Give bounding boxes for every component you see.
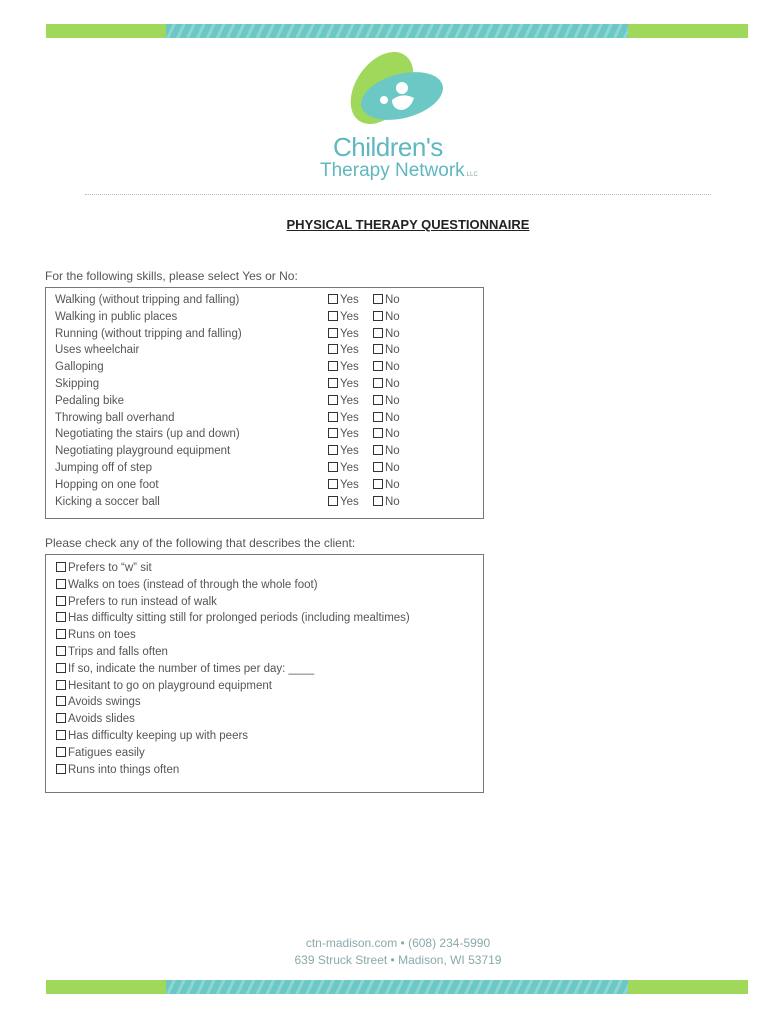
checkbox-icon[interactable] [56, 562, 66, 572]
checkbox-icon[interactable] [328, 395, 338, 405]
no-label: No [385, 411, 400, 424]
checklist-label: Fatigues easily [68, 746, 145, 759]
checkbox-icon[interactable] [56, 764, 66, 774]
checklist-label: Prefers to run instead of walk [68, 595, 217, 608]
no-option[interactable] [373, 344, 400, 356]
checkbox-icon[interactable] [373, 344, 383, 354]
no-option[interactable] [373, 412, 400, 424]
skill-label: Negotiating the stairs (up and down) [55, 428, 240, 441]
checkbox-icon[interactable] [328, 378, 338, 388]
checklist-label: Prefers to “w” sit [68, 562, 152, 574]
top-stripe [46, 24, 748, 38]
dotted-divider [85, 194, 711, 195]
skill-row [55, 328, 475, 345]
no-option[interactable] [373, 378, 400, 390]
checkbox-icon[interactable] [56, 596, 66, 606]
skill-row [55, 395, 475, 412]
checkbox-icon[interactable] [328, 462, 338, 472]
checklist-item[interactable] [56, 730, 248, 742]
yes-label: Yes [340, 428, 359, 441]
checklist-item[interactable] [56, 612, 410, 624]
checkbox-icon[interactable] [56, 612, 66, 622]
checklist-item[interactable] [56, 696, 141, 708]
skill-row [55, 496, 475, 513]
checkbox-icon[interactable] [328, 344, 338, 354]
checks-intro: Please check any of the following that describes the client: [45, 536, 356, 550]
yes-option[interactable] [328, 412, 359, 424]
checklist-item[interactable] [56, 629, 136, 641]
footer-address: 639 Struck Street • Madison, WI 53719 [294, 953, 502, 967]
checkbox-icon[interactable] [373, 428, 383, 438]
skill-row [55, 462, 475, 479]
no-label: No [385, 294, 400, 306]
checkbox-icon[interactable] [373, 445, 383, 455]
yes-label: Yes [340, 344, 359, 357]
skill-label: Kicking a soccer ball [55, 495, 160, 508]
checklist-label: Walks on toes (instead of through the whole foot) [68, 578, 318, 591]
skill-row [55, 311, 475, 328]
no-label: No [385, 327, 400, 340]
yes-option[interactable] [328, 445, 359, 457]
no-label: No [385, 344, 400, 357]
yes-label: Yes [340, 445, 359, 458]
page-title: PHYSICAL THERAPY QUESTIONNAIRE [286, 217, 530, 232]
skill-label: Walking (without tripping and falling) [55, 294, 240, 306]
yes-label: Yes [340, 294, 359, 306]
brand-name-line2: Therapy Network LLC [320, 160, 478, 181]
checkbox-icon[interactable] [328, 479, 338, 489]
checkbox-icon[interactable] [373, 361, 383, 371]
yes-option[interactable] [328, 344, 359, 356]
checkbox-icon[interactable] [56, 680, 66, 690]
skill-row [55, 428, 475, 445]
no-option[interactable] [373, 496, 400, 508]
checkbox-icon[interactable] [56, 696, 66, 706]
no-label: No [385, 462, 400, 474]
checkbox-icon[interactable] [56, 629, 66, 639]
no-label: No [385, 361, 400, 374]
checklist-label: Hesitant to go on playground equipment [68, 679, 272, 692]
yes-label: Yes [340, 310, 359, 323]
no-label: No [385, 378, 400, 390]
skill-row [55, 445, 475, 462]
footer-contact: ctn-madison.com • (608) 234-5990 [305, 936, 491, 950]
yes-option[interactable] [328, 361, 359, 373]
checklist-item[interactable] [56, 562, 152, 574]
yes-label: Yes [340, 378, 359, 390]
no-label: No [385, 445, 400, 458]
checkbox-icon[interactable] [328, 361, 338, 371]
checklist-label: Trips and falls often [68, 646, 168, 658]
checklist-label: Avoids slides [68, 713, 135, 726]
checklist-item[interactable] [56, 663, 314, 675]
checklist-label: If so, indicate the number of times per day: ____ [68, 662, 315, 675]
skill-label: Negotiating playground equipment [55, 445, 231, 458]
checklist-label: Runs on toes [68, 629, 136, 642]
skill-label: Uses wheelchair [55, 344, 140, 357]
checklist-item[interactable] [56, 713, 135, 725]
skills-intro: For the following skills, please select Yes or No: [45, 269, 298, 283]
yes-label: Yes [340, 495, 359, 508]
brand-name-line1: Children's [333, 132, 443, 162]
checkbox-icon[interactable] [373, 378, 383, 388]
skill-label: Jumping off of step [55, 462, 152, 474]
skill-label: Running (without tripping and falling) [55, 327, 242, 340]
skill-label: Throwing ball overhand [55, 411, 175, 424]
yes-label: Yes [340, 361, 359, 374]
yes-option[interactable] [328, 311, 359, 323]
checkbox-icon[interactable] [328, 428, 338, 438]
skill-label: Walking in public places [55, 310, 178, 323]
skill-label: Skipping [55, 378, 100, 390]
checkbox-icon[interactable] [328, 294, 338, 304]
checklist-label: Runs into things often [68, 763, 180, 776]
yes-label: Yes [340, 327, 359, 340]
yes-option[interactable] [328, 462, 359, 474]
no-label: No [385, 495, 400, 508]
checkbox-icon[interactable] [328, 328, 338, 338]
no-label: No [385, 394, 400, 407]
checkbox-icon[interactable] [56, 747, 66, 757]
yes-option[interactable] [328, 479, 359, 491]
checklist-label: Has difficulty keeping up with peers [68, 730, 249, 742]
checklist-item[interactable] [56, 680, 272, 692]
checkbox-icon[interactable] [373, 496, 383, 506]
yes-label: Yes [340, 478, 359, 491]
no-option[interactable] [373, 311, 400, 323]
checklist-item[interactable] [56, 646, 168, 658]
skill-row [55, 344, 475, 361]
checkbox-icon[interactable] [328, 496, 338, 506]
checkbox-icon[interactable] [373, 294, 383, 304]
skill-label: Galloping [55, 361, 104, 374]
bottom-stripe [46, 980, 748, 994]
checkbox-icon[interactable] [56, 579, 66, 589]
yes-option[interactable] [328, 395, 359, 407]
no-option[interactable] [373, 294, 400, 306]
yes-option[interactable] [328, 378, 359, 390]
checklist-item[interactable] [56, 764, 179, 776]
no-option[interactable] [373, 445, 400, 457]
no-label: No [385, 428, 400, 441]
no-option[interactable] [373, 328, 400, 340]
checkbox-icon[interactable] [373, 462, 383, 472]
checklist-item[interactable] [56, 747, 145, 759]
skill-row [55, 294, 475, 311]
no-option[interactable] [373, 361, 400, 373]
skill-label: Pedaling bike [55, 394, 125, 407]
skill-row [55, 378, 475, 395]
checkbox-icon[interactable] [328, 311, 338, 321]
checkbox-icon[interactable] [373, 395, 383, 405]
checkbox-icon[interactable] [56, 730, 66, 740]
checks-box [45, 554, 484, 793]
checkbox-icon[interactable] [373, 328, 383, 338]
no-option[interactable] [373, 395, 400, 407]
no-option[interactable] [373, 428, 400, 440]
yes-label: Yes [340, 462, 359, 474]
checklist-item[interactable] [56, 579, 318, 591]
checkbox-icon[interactable] [328, 445, 338, 455]
yes-option[interactable] [328, 496, 359, 508]
skills-box [45, 287, 484, 519]
yes-option[interactable] [328, 428, 359, 440]
skill-row [55, 412, 475, 429]
checkbox-icon[interactable] [328, 412, 338, 422]
no-option[interactable] [373, 479, 400, 491]
skill-label: Hopping on one foot [55, 478, 159, 491]
checklist-item[interactable] [56, 596, 217, 608]
checklist-label: Has difficulty sitting still for prolonged periods (including mealtimes) [68, 612, 410, 625]
no-option[interactable] [373, 462, 400, 474]
checkbox-icon[interactable] [56, 663, 66, 673]
checkbox-icon[interactable] [373, 412, 383, 422]
checkbox-icon[interactable] [56, 646, 66, 656]
yes-option[interactable] [328, 328, 359, 340]
checklist-label: Avoids swings [68, 696, 141, 709]
yes-label: Yes [340, 394, 359, 407]
checkbox-icon[interactable] [56, 713, 66, 723]
no-label: No [385, 310, 400, 323]
skill-row [55, 479, 475, 496]
skill-row [55, 361, 475, 378]
checkbox-icon[interactable] [373, 311, 383, 321]
no-label: No [385, 478, 400, 491]
yes-option[interactable] [328, 294, 359, 306]
yes-label: Yes [340, 411, 359, 424]
checkbox-icon[interactable] [373, 479, 383, 489]
